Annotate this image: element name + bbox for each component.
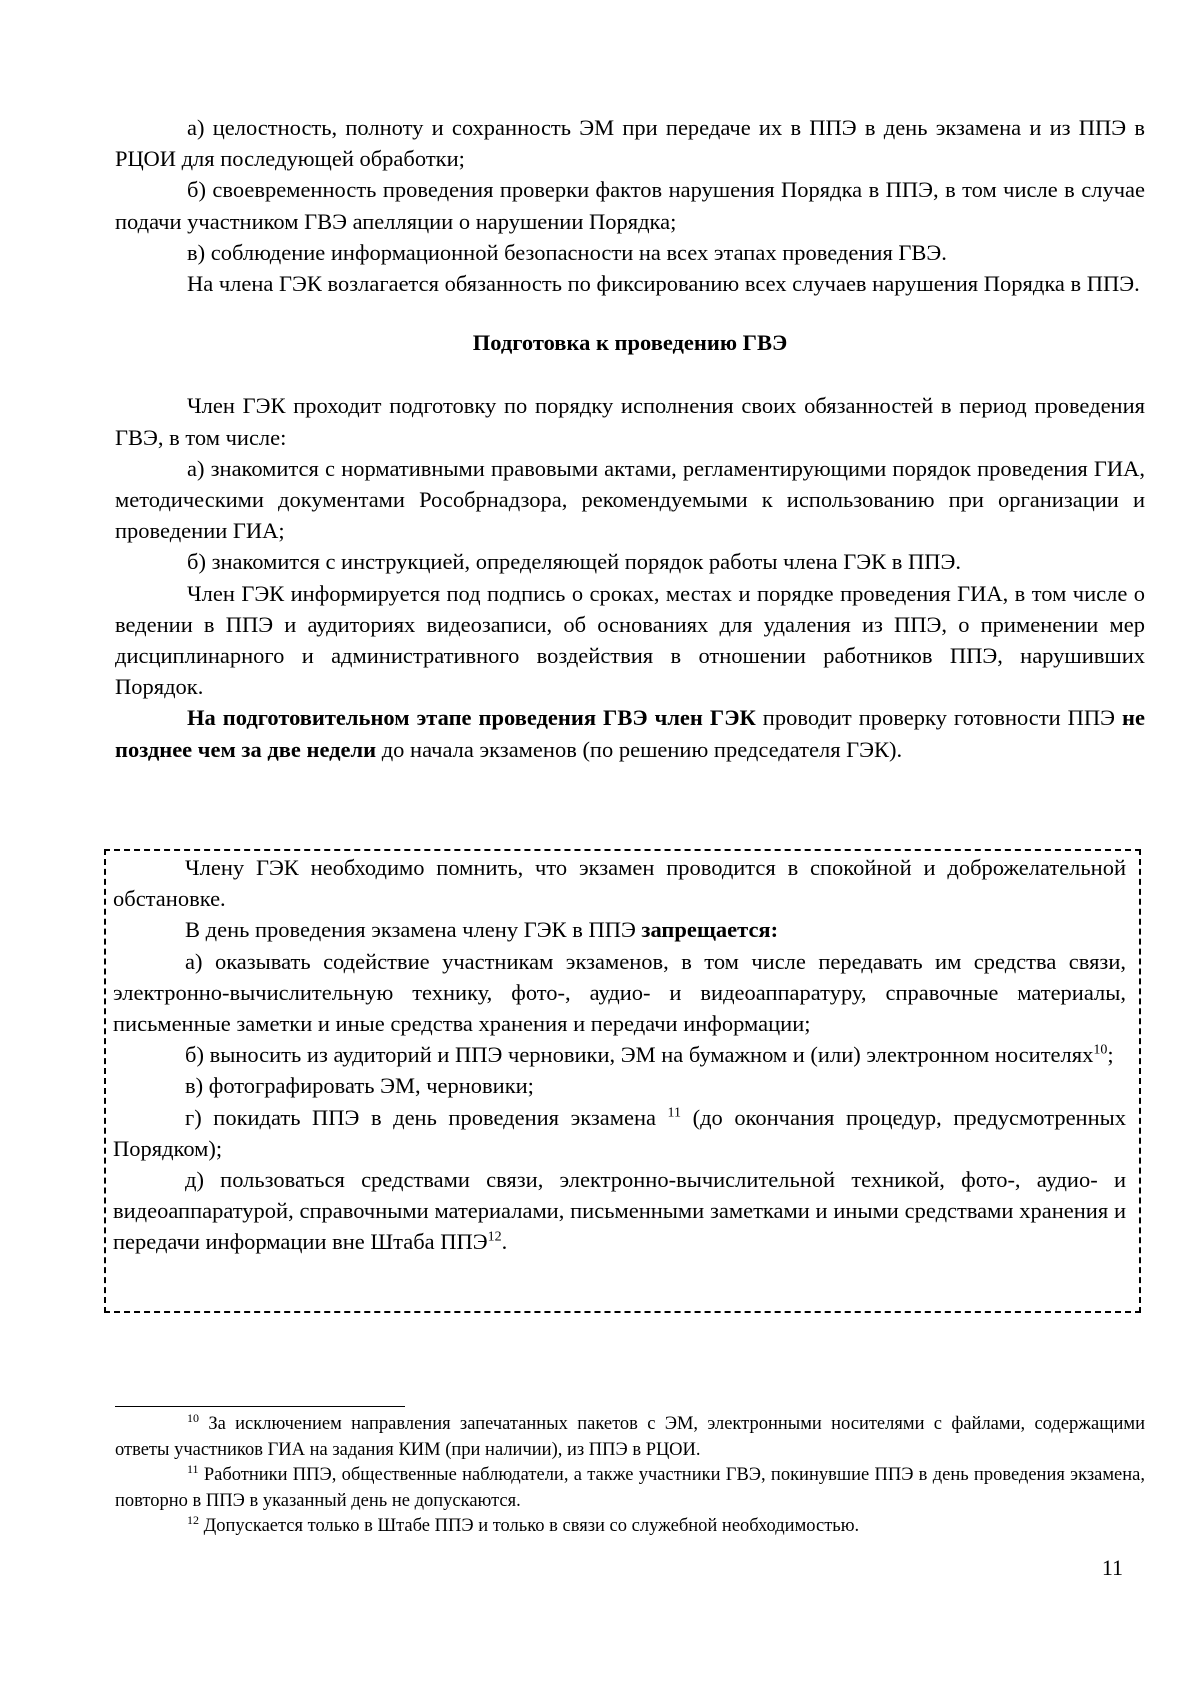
section-paragraph-3: На подготовительном этапе проведения ГВЭ член ГЭК проводит проверку готовности ППЭ не позднее чем за две недели до начала экзаменов (по решению председателя ГЭК). (115, 705, 1145, 762)
footnote-ref[interactable]: 11 (667, 1105, 682, 1121)
bold-phrase: запрещается: (641, 917, 779, 943)
footnote-12: $^{12}$ Допускается только в Штабе ППЭ и только в связи со служебной необходимостью. (187, 1512, 860, 1536)
section-item-a: а) знакомится с нормативными правовыми актами, регламентирующими порядок проведения ГИА, методическими документами Рособрнадзора, рекомендуемыми к использованию при организации и проведении ГИА; (115, 455, 1145, 544)
notice-item-a: а) оказывать содействие участникам экзаменов, в том числе передавать им средства связи, электронно-вычислительную технику, фото-, аудио- и видеоаппаратуру, справочные материалы, письменные заметки и иные средства хранения и передачи информации; (113, 948, 1126, 1037)
intro-item-c: в) соблюдение информационной безопасности на всех этапах проведения ГВЭ. (187, 239, 947, 265)
notice-item-b: б) выносить из аудиторий и ППЭ черновики, ЭМ на бумажном и (или) электронном носителях$^{10}$; (185, 1042, 1114, 1068)
footnote-ref[interactable]: 10 (1093, 1042, 1108, 1058)
intro-paragraph: На члена ГЭК возлагается обязанность по фиксированию всех случаев нарушения Порядка в ППЭ. (187, 271, 1140, 297)
notice-item-g: г) покидать ППЭ в день проведения экзамена $^{11}$ (до окончания процедур, предусмотренных Порядком); (113, 1104, 1127, 1161)
notice-item-d: д) пользоваться средствами связи, электронно-вычислительной техникой, фото-, аудио- и видеоаппаратурой, справочными материалами, письменными заметками и иными средствами хранения и передачи информации вне Штаба ППЭ$^{12}$. (113, 1167, 1126, 1255)
section-paragraph-1: Член ГЭК проходит подготовку по порядку исполнения своих обязанностей в период проведения ГВЭ, в том числе: (115, 393, 1145, 450)
notice-paragraph-2: В день проведения экзамена члену ГЭК в ППЭ запрещается: (185, 917, 779, 943)
footnote-11: $^{11}$ Работники ППЭ, общественные наблюдатели, а также участники ГВЭ, покинувшие ППЭ в день проведения экзамена, повторно в ППЭ в указанный день не допускаются. (115, 1461, 1145, 1511)
footnotes (115, 1412, 1145, 1540)
section-paragraph-2: Член ГЭК информируется под подпись о сроках, местах и порядке проведения ГИА, в том числе о ведении в ППЭ и аудиториях видеозаписи, об основаниях для удаления из ППЭ, о применении мер дисциплинарного и административного воздействия в отношении работников ППЭ, нарушивших Порядок. (115, 580, 1145, 700)
main-text (115, 112, 1145, 765)
bold-phrase: не позднее чем за две недели (115, 705, 1145, 762)
footnote-divider (115, 1406, 405, 1407)
bold-phrase: На подготовительном этапе проведения ГВЭ член ГЭК (187, 705, 756, 731)
notice-text (113, 852, 1126, 1258)
notice-item-v: в) фотографировать ЭМ, черновики; (185, 1073, 534, 1099)
footnote-10: $^{10}$ За исключением направления запечатанных пакетов с ЭМ, электронными носителями с файлами, содержащими ответы участников ГИА на задания КИМ (при наличии), из ППЭ в РЦОИ. (115, 1410, 1145, 1460)
page-number: 11 (1101, 1555, 1123, 1580)
notice-paragraph-1: Члену ГЭК необходимо помнить, что экзамен проводится в спокойной и доброжелательной обстановке. (113, 855, 1126, 912)
section-item-b: б) знакомится с инструкцией, определяющей порядок работы члена ГЭК в ППЭ. (187, 549, 962, 575)
intro-item-b: б) своевременность проведения проверки фактов нарушения Порядка в ППЭ, в том числе в случае подачи участником ГВЭ апелляции о нарушении Порядка; (115, 177, 1145, 234)
intro-item-a: а) целостность, полноту и сохранность ЭМ при передаче их в ППЭ в день экзамена и из ППЭ в РЦОИ для последующей обработки; (115, 115, 1145, 172)
footnote-ref[interactable]: 12 (487, 1229, 502, 1245)
section-heading: Подготовка к проведению ГВЭ (472, 330, 788, 356)
